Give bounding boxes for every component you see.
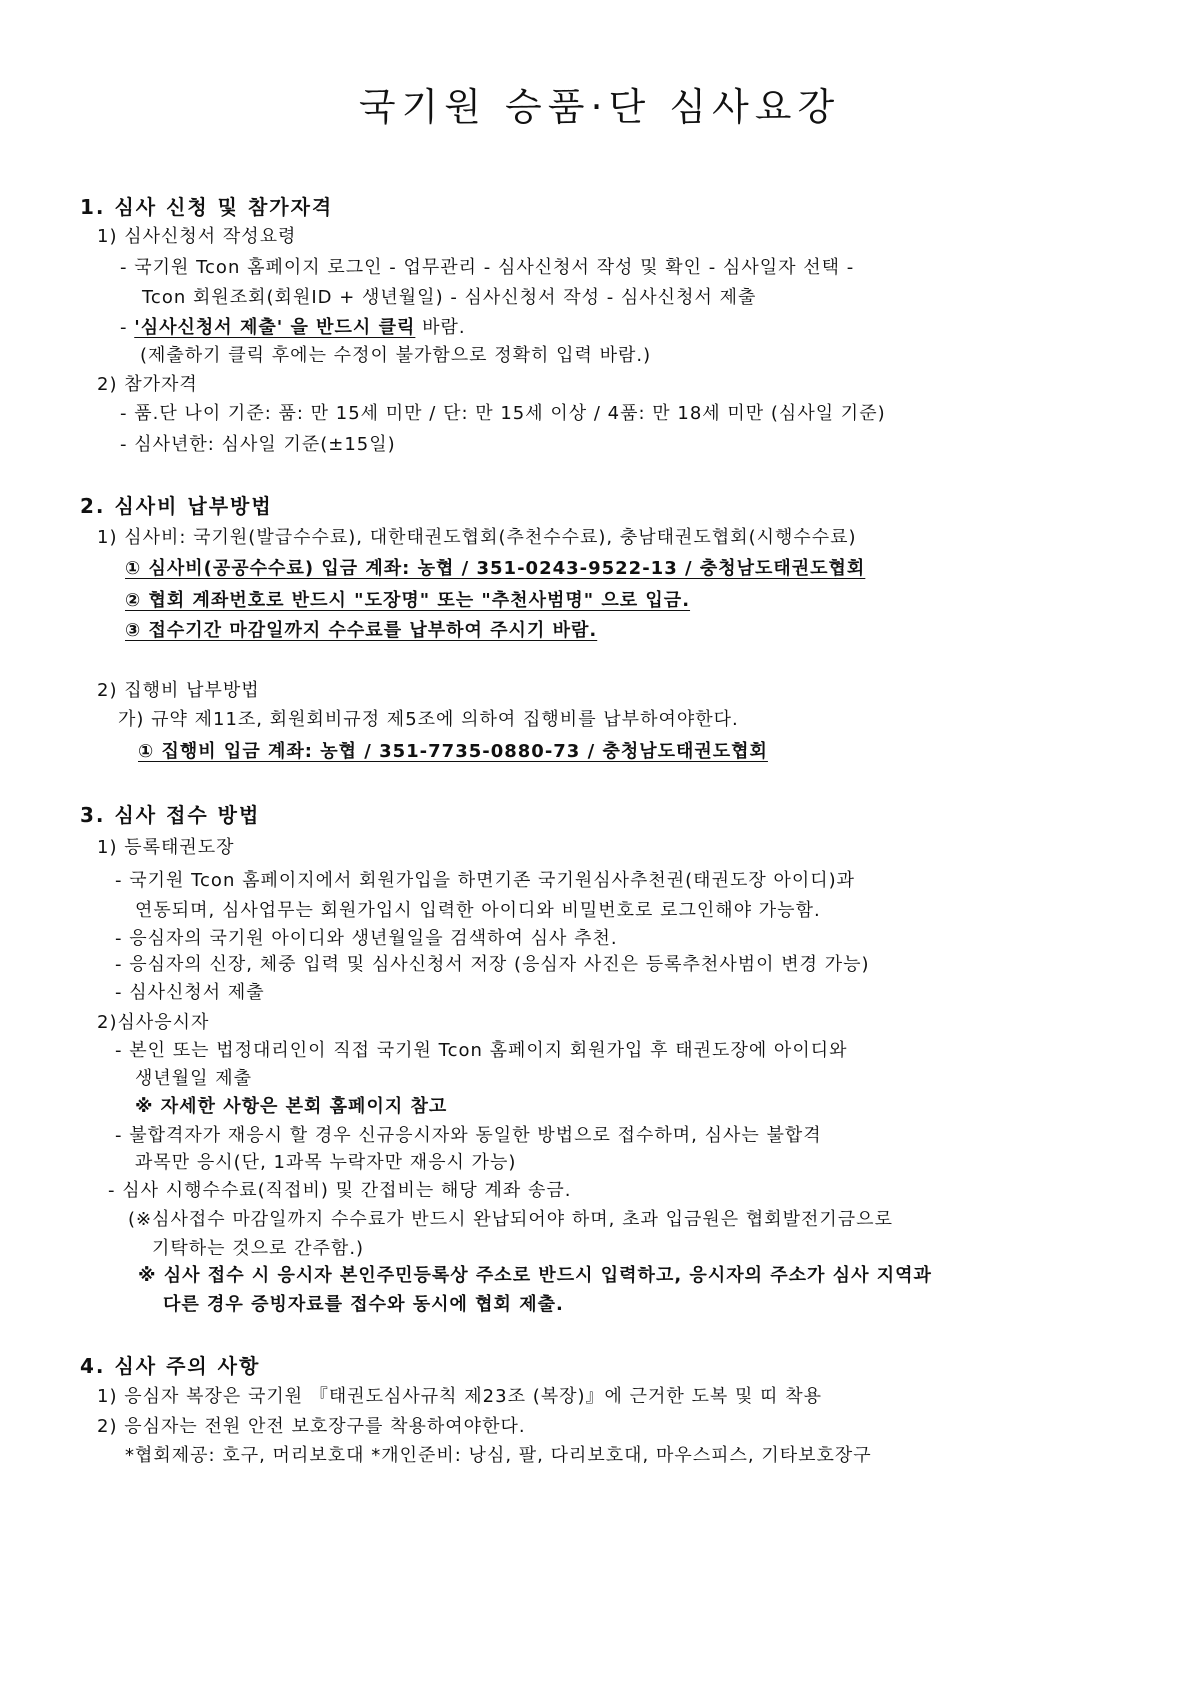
text-line: 가) 규약 제11조, 회원회비규정 제5조에 의하여 집행비를 납부하여야한다.: [118, 709, 739, 730]
text-line: 기탁하는 것으로 간주함.): [152, 1238, 365, 1259]
text-line: (※심사접수 마감일까지 수수료가 반드시 완납되어야 하며, 초과 입금원은 협회발전기금으로: [128, 1209, 893, 1230]
subsection-heading: 1) 심사비: 국기원(발급수수료), 대한태권도협회(추천수수료), 충남태권도협회(시행수수료): [97, 527, 857, 548]
subsection-heading: 1) 등록태권도장: [97, 837, 235, 858]
account-info: ① 집행비 입금 계좌: 농협 / 351-7735-0880-73 / 충청남도태권도협회: [138, 741, 768, 762]
section-3-heading: 3. 심사 접수 방법: [80, 803, 261, 827]
text-line: - 품.단 나이 기준: 품: 만 15세 미만 / 단: 만 15세 이상 / 4품: 만 18세 미만 (심사일 기준): [120, 403, 886, 424]
emphasis-text: '심사신청서 제출' 을 반드시 클릭: [134, 317, 416, 338]
text-line: 연동되며, 심사업무는 회원가입시 입력한 아이디와 비밀번호로 로그인해야 가능함.: [135, 900, 821, 921]
text-line: - 심사년한: 심사일 기준(±15일): [120, 434, 396, 455]
subsection-heading: 2) 집행비 납부방법: [97, 680, 260, 701]
reference-note: ※ 자세한 사항은 본회 홈페이지 참고: [135, 1096, 448, 1117]
document-title: 국기원 승품·단 심사요강: [358, 85, 841, 129]
address-note: 다른 경우 증빙자료를 접수와 동시에 협회 제출.: [163, 1294, 564, 1315]
text-line: [120, 316, 466, 340]
deadline-note: ③ 접수기간 마감일까지 수수료를 납부하여 주시기 바람.: [125, 620, 598, 641]
text-line: (제출하기 클릭 후에는 수정이 불가함으로 정확히 입력 바람.): [140, 345, 652, 366]
text-line: *협회제공: 호구, 머리보호대 *개인준비: 낭심, 팔, 다리보호대, 마우스피스, 기타보호장구: [125, 1445, 872, 1466]
text-tail: 바람.: [415, 317, 466, 338]
dash: -: [120, 317, 128, 338]
section-2-heading: 2. 심사비 납부방법: [80, 494, 273, 518]
text-line: - 응심자의 국기원 아이디와 생년월일을 검색하여 심사 추천.: [115, 928, 618, 949]
address-note: ※ 심사 접수 시 응시자 본인주민등록상 주소로 반드시 입력하고, 응시자의 주소가 심사 지역과: [138, 1265, 932, 1286]
text-line: - 본인 또는 법정대리인이 직접 국기원 Tcon 홈페이지 회원가입 후 태권도장에 아이디와: [115, 1040, 848, 1061]
text-line: Tcon 회원조회(회원ID + 생년월일) - 심사신청서 작성 - 심사신청서 제출: [142, 287, 757, 308]
subsection-heading: 2) 참가자격: [97, 374, 198, 395]
text-line: - 심사신청서 제출: [115, 982, 265, 1003]
deposit-note: ② 협회 계좌번호로 반드시 "도장명" 또는 "추천사범명" 으로 입금.: [125, 590, 691, 611]
text-line: 1) 응심자 복장은 국기원 『태권도심사규칙 제23조 (복장)』에 근거한 도복 및 띠 착용: [97, 1386, 822, 1407]
text-line: 2) 응심자는 전원 안전 보호장구를 착용하여야한다.: [97, 1416, 526, 1437]
section-1-heading: 1. 심사 신청 및 참가자격: [80, 195, 334, 219]
text-line: - 응심자의 신장, 체중 입력 및 심사신청서 저장 (응심자 사진은 등록추천사범이 변경 가능): [115, 954, 870, 975]
account-info: ① 심사비(공공수수료) 입금 계좌: 농협 / 351-0243-9522-13 / 충청남도태권도협회: [125, 558, 866, 579]
subsection-heading: 2)심사응시자: [97, 1012, 210, 1033]
text-line: - 불합격자가 재응시 할 경우 신규응시자와 동일한 방법으로 접수하며, 심사는 불합격: [115, 1125, 822, 1146]
text-line: - 심사 시행수수료(직접비) 및 간접비는 해당 계좌 송금.: [108, 1180, 572, 1201]
text-line: 과목만 응시(단, 1과목 누락자만 재응시 가능): [135, 1152, 517, 1173]
text-line: - 국기원 Tcon 홈페이지에서 회원가입을 하면기존 국기원심사추천권(태권도장 아이디)과: [115, 870, 856, 891]
text-line: 생년월일 제출: [135, 1068, 253, 1089]
section-4-heading: 4. 심사 주의 사항: [80, 1354, 261, 1378]
text-line: - 국기원 Tcon 홈페이지 로그인 - 업무관리 - 심사신청서 작성 및 확인 - 심사일자 선택 -: [120, 257, 855, 278]
subsection-heading: 1) 심사신청서 작성요령: [97, 226, 297, 247]
